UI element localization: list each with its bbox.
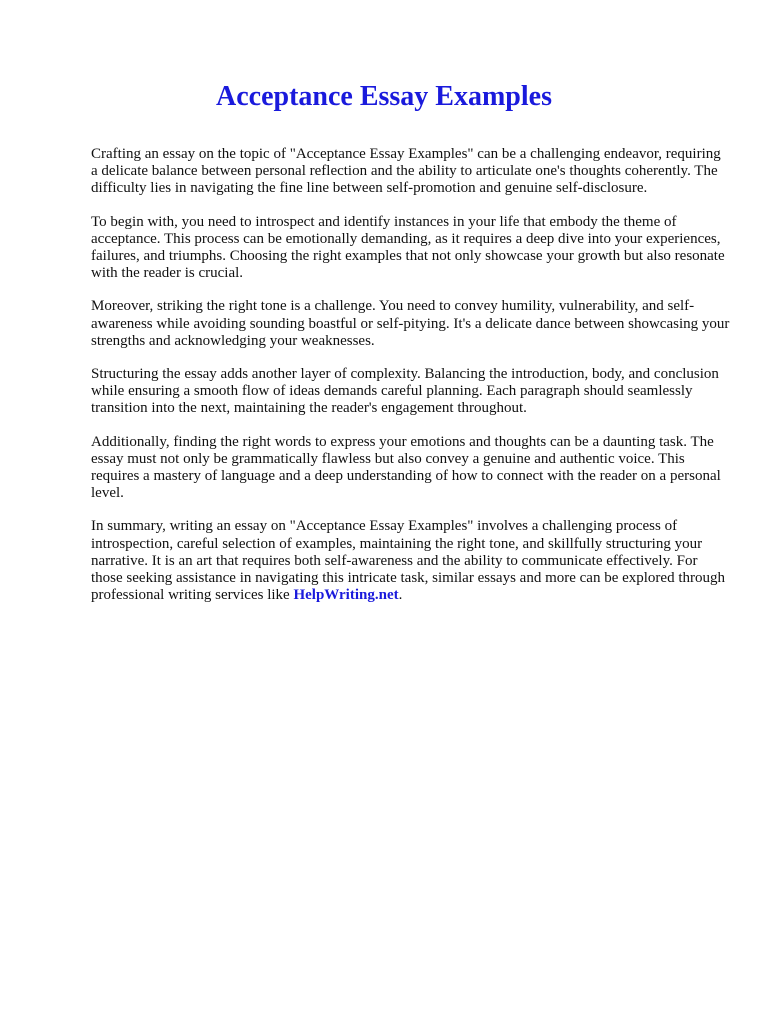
- paragraph-structure: Structuring the essay adds another layer of complexity. Balancing the introduction, body, and conclusion while ensuring a smooth flow of ideas demands careful planning. Each paragraph should seamlessly transition into the next, maintaining the reader's engagement throughout.: [91, 366, 719, 417]
- document-title: Acceptance Essay Examples: [216, 81, 552, 112]
- paragraph-intro: Crafting an essay on the topic of "Acceptance Essay Examples" can be a challenging endeavor, requiring a delicate balance between personal reflection and the ability to articulate one's thoughts coherently. The difficulty lies in navigating the fine line between self-promotion and genuine self-disclosure.: [91, 146, 721, 197]
- document-body: [91, 146, 731, 620]
- helpwriting-link[interactable]: HelpWriting.net: [293, 587, 399, 604]
- paragraph-words: Additionally, finding the right words to express your emotions and thoughts can be a daunting task. The essay must not only be grammatically flawless but also convey a genuine and authentic voice. This requires a mastery of language and a deep understanding of how to connect with the reader on a personal level.: [91, 433, 721, 502]
- paragraph-introspection: To begin with, you need to introspect and identify instances in your life that embody the theme of acceptance. This process can be emotionally demanding, as it requires a deep dive into your experiences, failures, and triumphs. Choosing the right examples that not only showcase your growth but also resonate with the reader is crucial.: [91, 213, 725, 282]
- paragraph-tone: Moreover, striking the right tone is a challenge. You need to convey humility, vulnerability, and self-awareness while avoiding sounding boastful or self-pitying. It's a delicate dance between showcasing your strengths and acknowledging your weaknesses.: [91, 298, 730, 349]
- paragraph-summary: [91, 518, 731, 604]
- summary-end: .: [398, 587, 403, 604]
- summary-text: In summary, writing an essay on "Acceptance Essay Examples" involves a challenging process of introspection, careful selection of examples, maintaining the right tone, and skillfully structuring your narrative. It is an art that requires both self-awareness and the ability to communicate effectively. For those seeking assistance in navigating this intricate task, similar essays and more can be explored through professional writing services like: [91, 518, 725, 604]
